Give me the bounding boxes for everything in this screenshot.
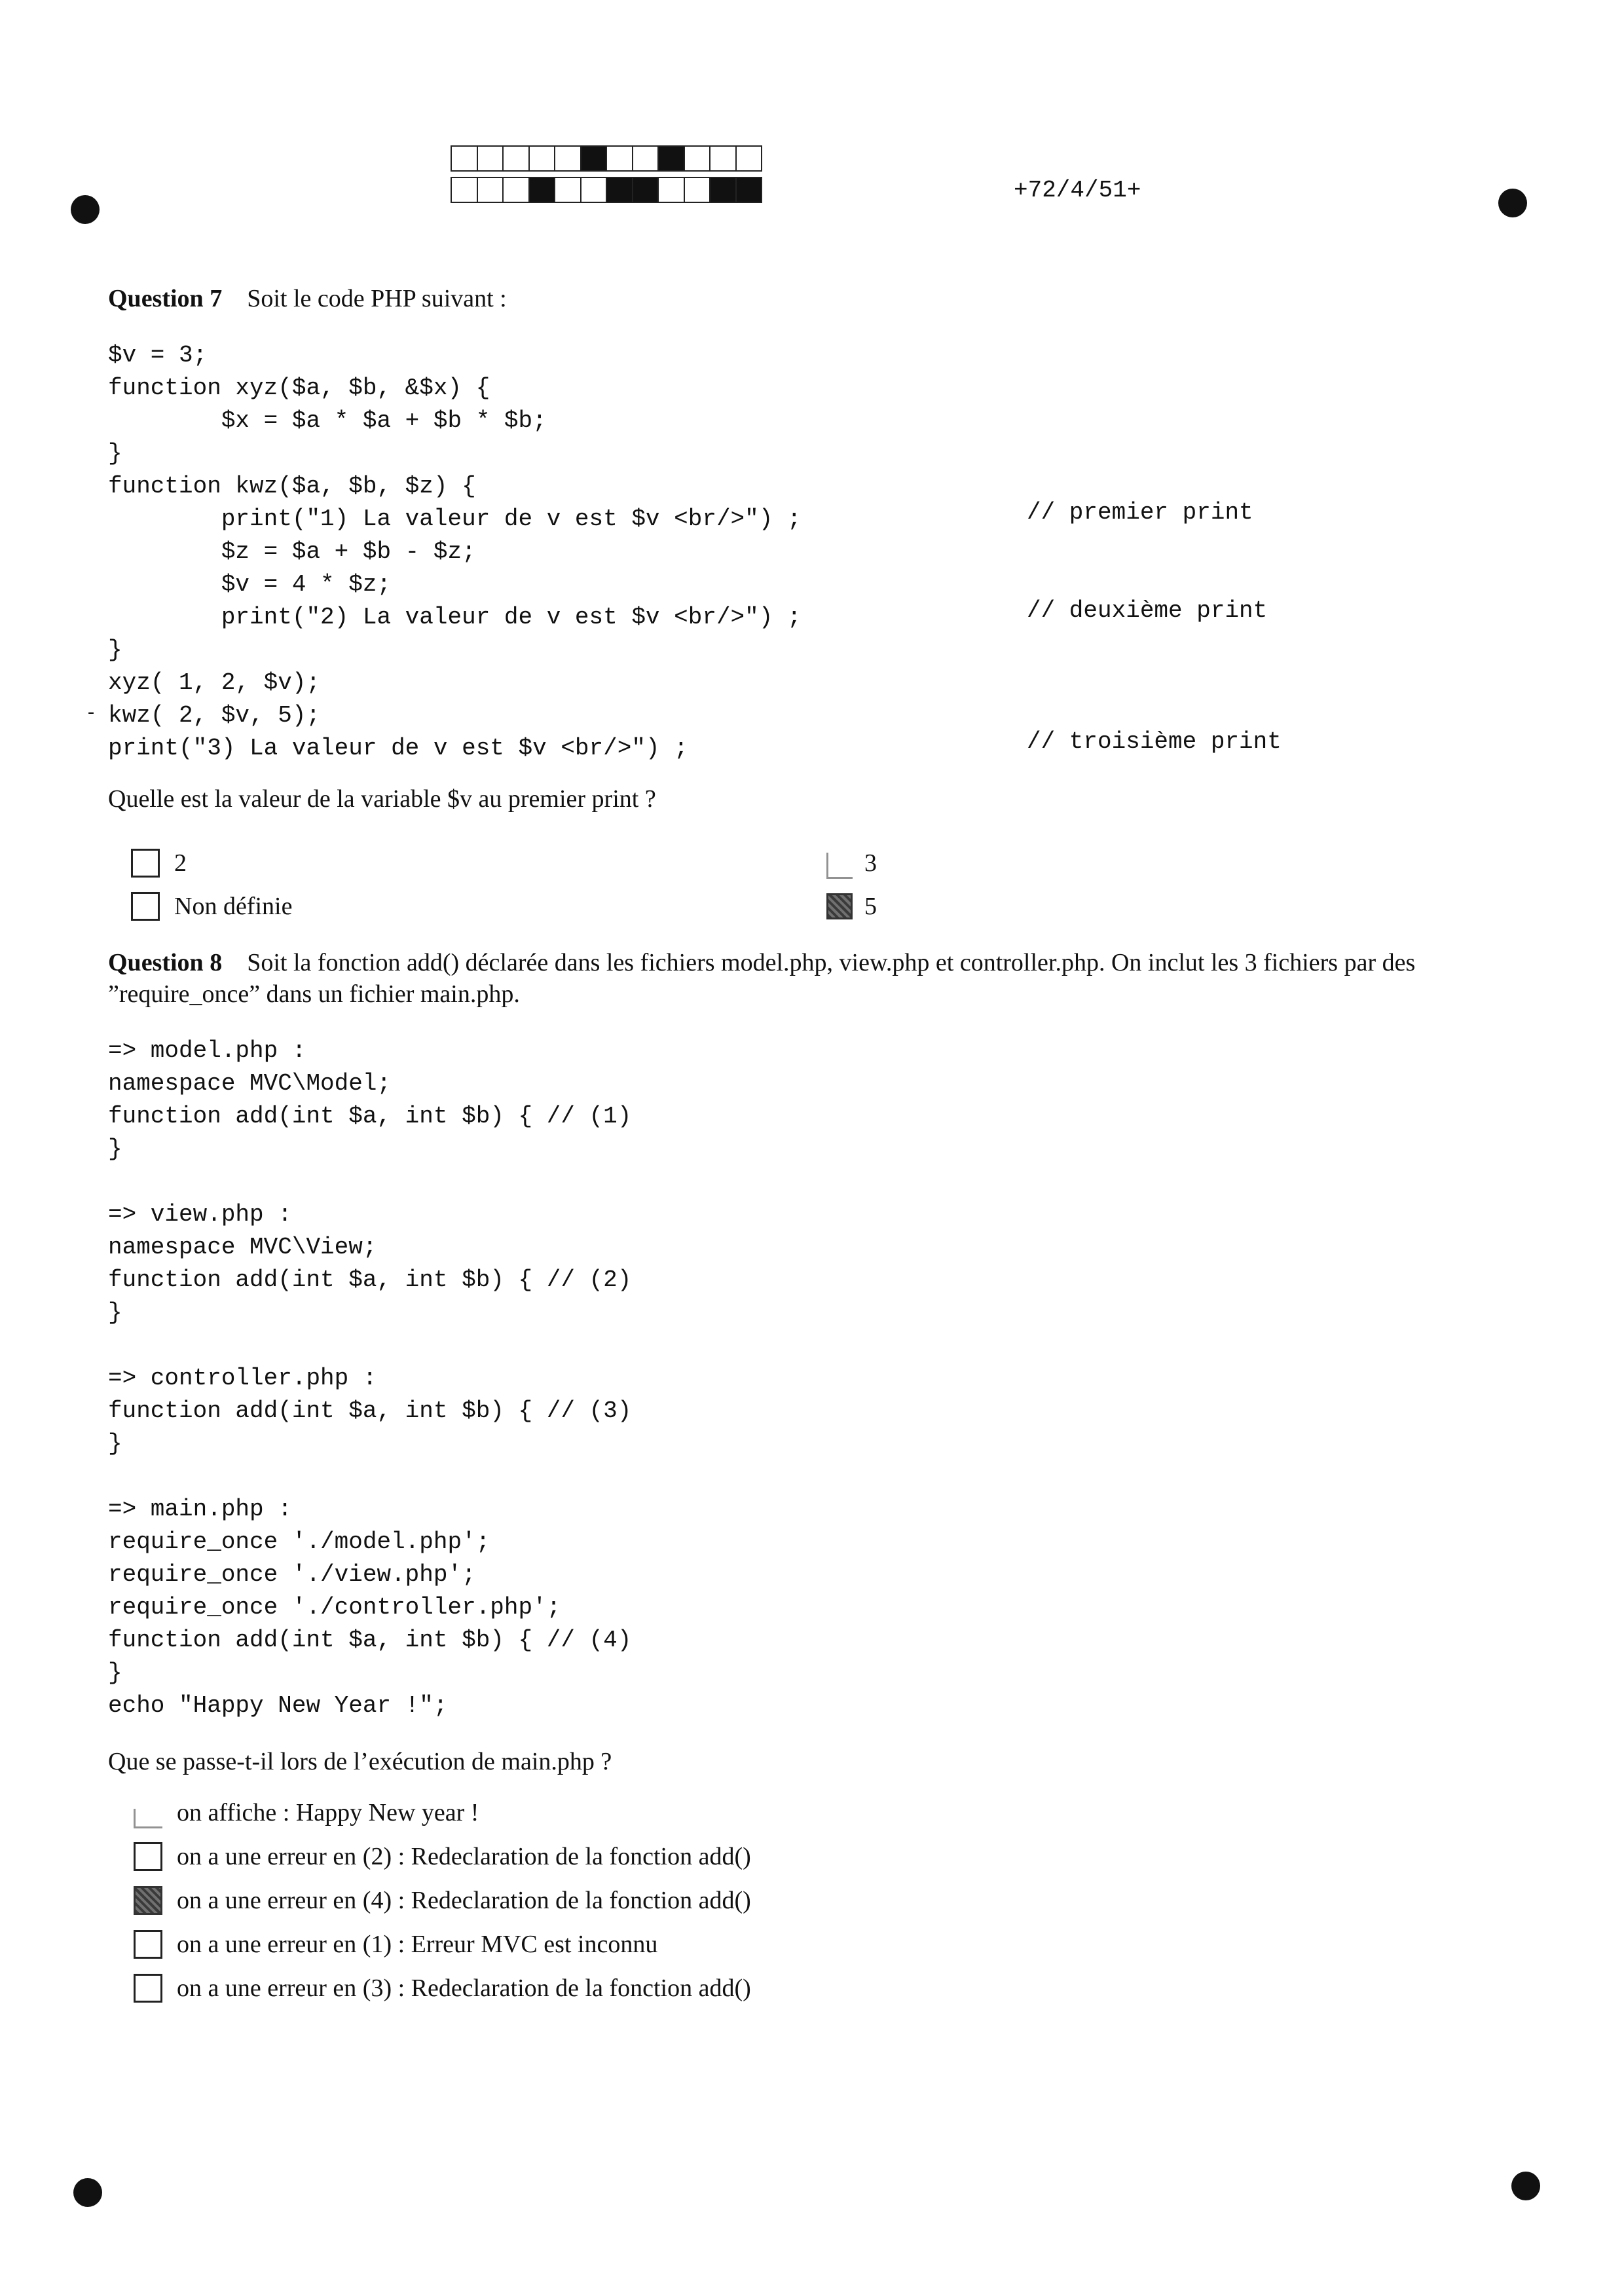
question-8-intro: Soit la fonction add() déclarée dans les fichiers model.php, view.php et controller.php. On inclut les 3 fichiers par des ”require_once” dans un fichier main.php. [108, 949, 1416, 1008]
q8-option[interactable] [134, 1972, 751, 2004]
code-line: $v = 3; [108, 342, 208, 369]
registration-mark-bottom-right [1511, 2172, 1540, 2200]
barcode-cell [530, 147, 556, 170]
barcode-cell [710, 178, 737, 202]
checkbox[interactable] [131, 892, 160, 921]
checkbox[interactable] [131, 849, 160, 878]
option-label: on a une erreur en (3) : Redeclaration de la fonction add() [177, 1974, 751, 2002]
barcode-cell [555, 147, 581, 170]
question-8-number: Question 8 [108, 949, 223, 976]
option-label: 3 [864, 849, 877, 877]
checkbox[interactable] [134, 1842, 162, 1871]
barcode-cell [504, 147, 530, 170]
option-label: on a une erreur en (1) : Erreur MVC est inconnu [177, 1931, 658, 1958]
barcode-cell [581, 147, 608, 170]
checkbox[interactable] [826, 893, 853, 919]
code-line: function kwz($a, $b, $z) { [108, 473, 476, 500]
code-line: $v = 4 * $z; [108, 571, 392, 598]
q7-option-5[interactable] [826, 891, 877, 922]
question-7-heading [108, 283, 1496, 314]
barcode-row-2 [451, 177, 762, 203]
code-line: xyz( 1, 2, $v); [108, 669, 321, 696]
code-line: } [108, 1136, 122, 1162]
code-line: require_once './view.php'; [108, 1561, 476, 1588]
code-line: function xyz($a, $b, &$x) { [108, 375, 490, 401]
code-line: => controller.php : [108, 1365, 377, 1392]
option-label: 2 [174, 849, 187, 877]
code-line: } [108, 1430, 122, 1457]
page-id: +72/4/51+ [1014, 177, 1141, 204]
code-line: => view.php : [108, 1201, 292, 1228]
barcode-cell [659, 178, 685, 202]
stray-mark: ‐ [88, 701, 94, 722]
barcode-cell [685, 178, 711, 202]
question-7-prompt: Quelle est la valeur de la variable $v au premier print ? [108, 785, 656, 813]
code-line: } [108, 637, 122, 663]
code-line: require_once './controller.php'; [108, 1594, 561, 1621]
q8-option[interactable] [134, 1797, 479, 1828]
registration-mark-bottom-left [73, 2178, 102, 2207]
barcode-cell [478, 178, 504, 202]
question-8-prompt: Que se passe-t-il lors de l’exécution de main.php ? [108, 1748, 612, 1775]
code-line: } [108, 1299, 122, 1326]
q7-option-2[interactable] [131, 847, 187, 879]
comment-first-print: // premier print [1027, 499, 1253, 526]
barcode-cell [504, 178, 530, 202]
code-line: } [108, 1659, 122, 1686]
registration-mark-top-left [71, 195, 100, 224]
barcode-cell [555, 178, 581, 202]
barcode-cell [607, 147, 633, 170]
question-8-code [108, 1035, 631, 1722]
code-line: print("3) La valeur de v est $v <br/>") ; [108, 735, 688, 762]
code-line: function add(int $a, int $b) { // (3) [108, 1398, 632, 1424]
barcode-cell [452, 147, 478, 170]
checkbox[interactable] [134, 1974, 162, 2003]
option-label: 5 [864, 893, 877, 920]
registration-mark-top-right [1498, 189, 1527, 217]
code-line: print("2) La valeur de v est $v <br/>") ; [108, 604, 802, 631]
option-label: on affiche : Happy New year ! [177, 1799, 479, 1826]
comment-third-print: // troisième print [1027, 728, 1282, 755]
barcode-cell [607, 178, 633, 202]
q7-option-non-definie[interactable] [131, 891, 292, 922]
q8-option[interactable] [134, 1885, 751, 1916]
q8-option[interactable] [134, 1929, 657, 1960]
question-7-code [108, 339, 802, 765]
q8-option[interactable] [134, 1841, 751, 1872]
code-line: function add(int $a, int $b) { // (4) [108, 1627, 632, 1654]
question-7-number: Question 7 [108, 285, 223, 312]
option-label: on a une erreur en (4) : Redeclaration de la fonction add() [177, 1887, 751, 1914]
code-line: kwz( 2, $v, 5); [108, 702, 321, 729]
barcode-cell [452, 178, 478, 202]
comment-second-print: // deuxième print [1027, 597, 1268, 624]
barcode-cell [581, 178, 608, 202]
code-line: print("1) La valeur de v est $v <br/>") ; [108, 506, 802, 532]
code-line: namespace MVC\Model; [108, 1070, 392, 1097]
checkbox[interactable] [134, 1930, 162, 1959]
option-label: on a une erreur en (2) : Redeclaration de la fonction add() [177, 1843, 751, 1870]
code-line: } [108, 440, 122, 467]
code-line: function add(int $a, int $b) { // (2) [108, 1267, 632, 1293]
code-line: => model.php : [108, 1037, 306, 1064]
barcode-cell [633, 178, 659, 202]
code-line: $z = $a + $b - $z; [108, 538, 476, 565]
option-label: Non définie [174, 893, 293, 920]
code-line: $x = $a * $a + $b * $b; [108, 407, 547, 434]
question-7-intro: Soit le code PHP suivant : [247, 285, 507, 312]
barcode-cell [685, 147, 711, 170]
code-line: echo "Happy New Year !"; [108, 1692, 448, 1719]
barcode-cell [633, 147, 659, 170]
barcode-cell [659, 147, 685, 170]
q7-option-3[interactable] [826, 847, 877, 879]
code-line: => main.php : [108, 1496, 292, 1523]
barcode-cell [737, 147, 762, 170]
checkbox[interactable] [826, 853, 853, 879]
code-line: require_once './model.php'; [108, 1528, 490, 1555]
barcode-cell [737, 178, 762, 202]
barcode-cell [710, 147, 737, 170]
barcode-cell [478, 147, 504, 170]
question-8-heading [108, 947, 1496, 1010]
code-line: namespace MVC\View; [108, 1234, 377, 1261]
checkbox[interactable] [134, 1886, 162, 1915]
checkbox[interactable] [134, 1809, 162, 1828]
barcode-cell [530, 178, 556, 202]
code-line: function add(int $a, int $b) { // (1) [108, 1103, 632, 1130]
barcode-row-1 [451, 145, 762, 172]
